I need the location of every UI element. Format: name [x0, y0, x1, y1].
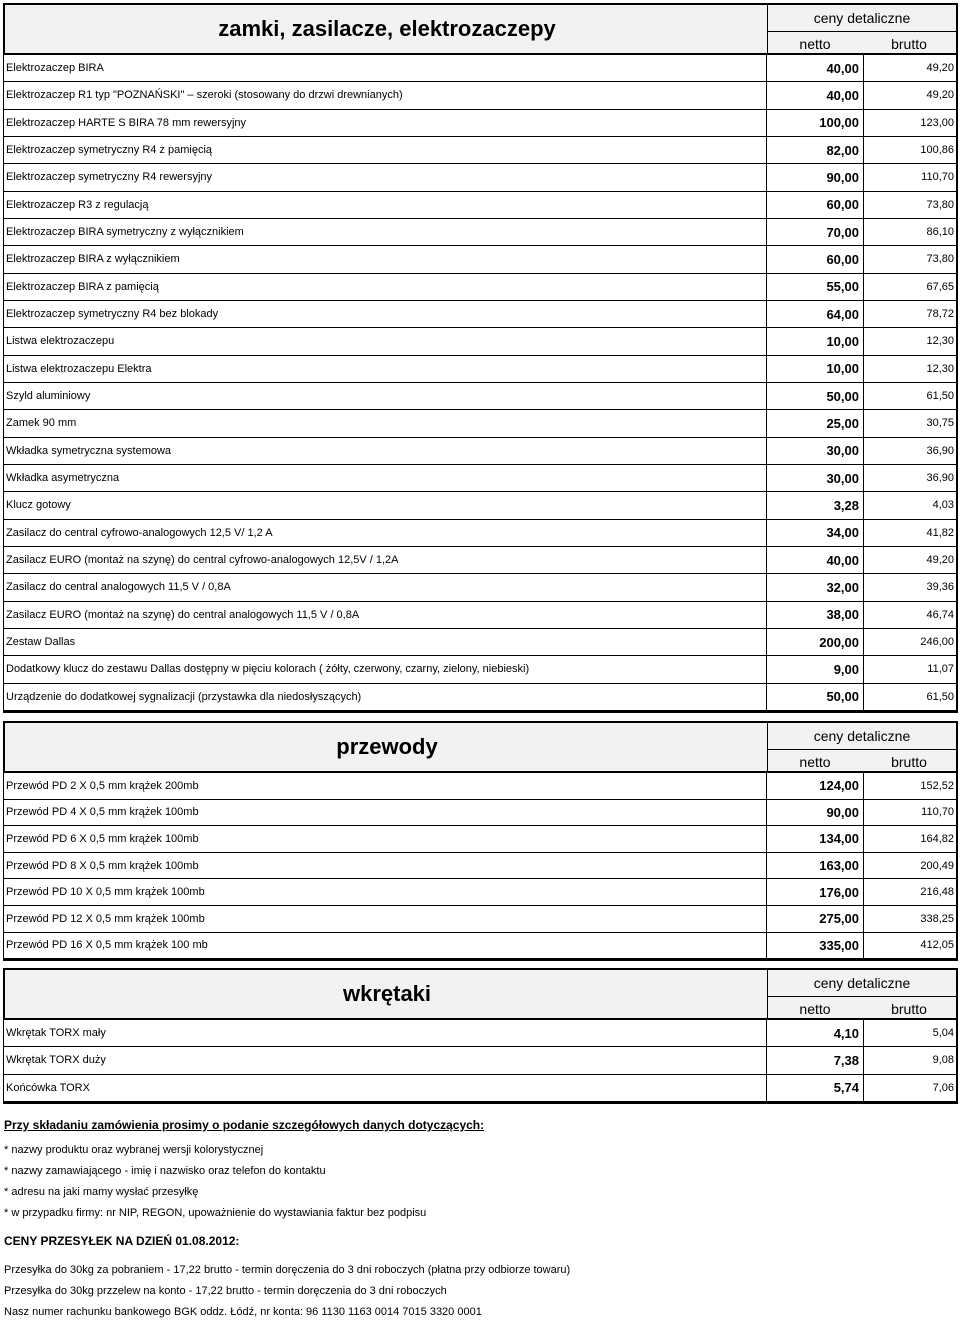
section-header [3, 721, 958, 773]
product-name: Wkrętak TORX duży [6, 1054, 106, 1067]
product-name: Przewód PD 10 X 0,5 mm krążek 100mb [6, 886, 205, 899]
brutto-price: 12,30 [926, 335, 954, 348]
netto-price: 7,38 [766, 1047, 864, 1073]
section-title: zamki, zasilacze, elektrozaczepy [218, 16, 556, 41]
section-header [3, 3, 958, 55]
netto-price: 30,00 [766, 438, 864, 464]
section-wkretaki [3, 968, 958, 1104]
product-name: Zestaw Dallas [6, 636, 76, 649]
brutto-price: 246,00 [920, 636, 954, 649]
table-row [4, 933, 956, 960]
notes-heading: Przy składaniu zamówienia prosimy o podanie szczegółowych danych dotyczących: [4, 1118, 485, 1132]
price-table [3, 55, 958, 713]
product-name: Wkładka asymetryczna [6, 472, 120, 485]
product-name: Elektrozaczep BIRA z pamięcią [6, 280, 159, 293]
product-name: Zamek 90 mm [6, 417, 77, 430]
product-name: Przewód PD 16 X 0,5 mm krążek 100 mb [6, 939, 208, 952]
brutto-price: 61,50 [926, 690, 954, 703]
netto-price: 10,00 [766, 328, 864, 354]
product-name: Szyld aluminiowy [6, 390, 91, 403]
product-name: Wkładka symetryczna systemowa [6, 444, 172, 457]
notes-item: * w przypadku firmy: nr NIP, REGON, upoważnienie do wystawiania faktur bez podpisu [4, 1207, 427, 1219]
netto-header: netto [799, 754, 831, 770]
brutto-price: 164,82 [920, 832, 954, 845]
netto-price: 3,28 [766, 492, 864, 518]
netto-price: 64,00 [766, 301, 864, 327]
brutto-price: 4,03 [932, 499, 954, 512]
product-name: Elektrozaczep R1 typ "POZNAŃSKI" – szeroki (stosowany do drzwi drewnianych) [6, 89, 403, 102]
price-header [767, 970, 956, 1018]
brutto-price: 73,80 [926, 198, 954, 211]
table-row [4, 1047, 956, 1074]
product-name: Urządzenie do dodatkowej sygnalizacji (przystawka dla niedosłyszących) [6, 690, 362, 703]
shipping-line: Przesyłka do 30kg za pobraniem - 17,22 brutto - termin doręczenia do 3 dni roboczych (płatna przy odbiorze towaru) [4, 1264, 571, 1276]
table-row [4, 1075, 956, 1102]
brutto-price: 338,25 [920, 912, 954, 925]
table-row [4, 55, 956, 82]
netto-price: 82,00 [766, 137, 864, 163]
table-row [4, 826, 956, 853]
netto-header: netto [799, 36, 831, 52]
brutto-price: 216,48 [920, 886, 954, 899]
table-row [4, 192, 956, 219]
table-row [4, 164, 956, 191]
brutto-price: 36,90 [926, 444, 954, 457]
product-name: Przewód PD 4 X 0,5 mm krążek 100mb [6, 806, 199, 819]
netto-price: 275,00 [766, 906, 864, 932]
table-row [4, 383, 956, 410]
netto-price: 50,00 [766, 684, 864, 710]
price-header [767, 723, 956, 771]
product-name: Elektrozaczep R3 z regulacją [6, 198, 149, 211]
table-row [4, 629, 956, 656]
netto-price: 4,10 [766, 1020, 864, 1046]
table-row [4, 328, 956, 355]
brutto-price: 30,75 [926, 417, 954, 430]
netto-price: 200,00 [766, 629, 864, 655]
product-name: Przewód PD 6 X 0,5 mm krążek 100mb [6, 832, 199, 845]
product-name: Końcówka TORX [6, 1081, 90, 1094]
table-row [4, 246, 956, 273]
table-row [4, 137, 956, 164]
table-row [4, 110, 956, 137]
section-title: przewody [336, 734, 438, 759]
product-name: Elektrozaczep symetryczny R4 z pamięcią [6, 144, 213, 157]
table-row [4, 1020, 956, 1047]
table-row [4, 853, 956, 880]
netto-price: 55,00 [766, 274, 864, 300]
netto-price: 124,00 [766, 773, 864, 799]
netto-price: 5,74 [766, 1075, 864, 1101]
table-row [4, 301, 956, 328]
section-header [3, 968, 958, 1020]
netto-price: 40,00 [766, 547, 864, 573]
brutto-price: 5,04 [932, 1027, 954, 1040]
netto-price: 134,00 [766, 826, 864, 852]
brutto-price: 152,52 [920, 779, 954, 792]
shipping-line: Nasz numer rachunku bankowego BGK oddz. Łódź, nr konta: 96 1130 1163 0014 7015 3320 0001 [4, 1306, 482, 1318]
table-row [4, 879, 956, 906]
order-notes [4, 1118, 954, 1323]
product-name: Przewód PD 12 X 0,5 mm krążek 100mb [6, 912, 205, 925]
ceny-label: ceny detaliczne [768, 723, 956, 750]
product-name: Elektrozaczep BIRA z wyłącznikiem [6, 253, 180, 266]
product-name: Wkrętak TORX mały [6, 1027, 106, 1040]
brutto-price: 49,20 [926, 89, 954, 102]
price-table [3, 773, 958, 961]
product-name: Przewód PD 2 X 0,5 mm krążek 200mb [6, 779, 199, 792]
brutto-price: 49,20 [926, 62, 954, 75]
product-name: Listwa elektrozaczepu Elektra [6, 362, 152, 375]
table-row [4, 547, 956, 574]
brutto-price: 412,05 [920, 939, 954, 952]
netto-price: 176,00 [766, 879, 864, 905]
netto-price: 38,00 [766, 602, 864, 628]
product-name: Zasilacz EURO (montaż na szynę) do central analogowych 11,5 V / 0,8A [6, 608, 360, 621]
notes-item: * nazwy produktu oraz wybranej wersji kolorystycznej [4, 1144, 264, 1156]
product-name: Elektrozaczep symetryczny R4 rewersyjny [6, 171, 213, 184]
brutto-price: 12,30 [926, 362, 954, 375]
table-row [4, 656, 956, 683]
netto-price: 163,00 [766, 853, 864, 879]
netto-price: 70,00 [766, 219, 864, 245]
table-row [4, 492, 956, 519]
product-name: Elektrozaczep HARTE S BIRA 78 mm rewersyjny [6, 116, 247, 129]
netto-price: 100,00 [766, 110, 864, 136]
brutto-price: 49,20 [926, 554, 954, 567]
product-name: Zasilacz EURO (montaż na szynę) do central cyfrowo-analogowych 12,5V / 1,2A [6, 554, 399, 567]
product-name: Klucz gotowy [6, 499, 71, 512]
netto-price: 32,00 [766, 574, 864, 600]
table-row [4, 574, 956, 601]
netto-price: 50,00 [766, 383, 864, 409]
product-name: Elektrozaczep BIRA symetryczny z wyłącznikiem [6, 226, 244, 239]
table-row [4, 800, 956, 827]
price-table [3, 1020, 958, 1104]
table-row [4, 684, 956, 711]
product-name: Dodatkowy klucz do zestawu Dallas dostępny w pięciu kolorach ( żółty, czerwony, czarny, zielony, niebieski) [6, 663, 530, 676]
product-name: Zasilacz do central analogowych 11,5 V / 0,8A [6, 581, 231, 594]
brutto-price: 78,72 [926, 308, 954, 321]
brutto-header: brutto [891, 1001, 927, 1017]
ceny-label: ceny detaliczne [768, 970, 956, 997]
section-przewody [3, 721, 958, 961]
table-row [4, 773, 956, 800]
brutto-price: 200,49 [920, 859, 954, 872]
notes-item: * nazwy zamawiającego - imię i nazwisko oraz telefon do kontaktu [4, 1165, 326, 1177]
brutto-header: brutto [891, 36, 927, 52]
product-name: Elektrozaczep BIRA [6, 62, 104, 75]
netto-price: 25,00 [766, 410, 864, 436]
table-row [4, 438, 956, 465]
netto-price: 30,00 [766, 465, 864, 491]
product-name: Przewód PD 8 X 0,5 mm krążek 100mb [6, 859, 199, 872]
price-header [767, 5, 956, 53]
product-name: Listwa elektrozaczepu [6, 335, 115, 348]
brutto-price: 9,08 [932, 1054, 954, 1067]
brutto-price: 41,82 [926, 526, 954, 539]
brutto-price: 110,70 [921, 171, 954, 184]
netto-price: 60,00 [766, 192, 864, 218]
brutto-price: 100,86 [920, 144, 954, 157]
brutto-price: 110,70 [921, 806, 954, 819]
netto-price: 40,00 [766, 82, 864, 108]
shipping-heading: CENY PRZESYŁEK NA DZIEŃ 01.08.2012: [4, 1234, 240, 1248]
brutto-price: 7,06 [932, 1081, 954, 1094]
brutto-header: brutto [891, 754, 927, 770]
netto-price: 90,00 [766, 800, 864, 826]
section-title: wkrętaki [342, 981, 432, 1006]
table-row [4, 82, 956, 109]
brutto-price: 67,65 [926, 280, 954, 293]
table-row [4, 219, 956, 246]
brutto-price: 123,00 [920, 116, 954, 129]
brutto-price: 11,07 [927, 663, 954, 676]
table-row [4, 410, 956, 437]
netto-price: 335,00 [766, 933, 864, 959]
product-name: Elektrozaczep symetryczny R4 bez blokady [6, 308, 219, 321]
table-row [4, 274, 956, 301]
netto-price: 60,00 [766, 246, 864, 272]
table-row [4, 906, 956, 933]
brutto-price: 73,80 [926, 253, 954, 266]
product-name: Zasilacz do central cyfrowo-analogowych 12,5 V/ 1,2 A [6, 526, 273, 539]
ceny-label: ceny detaliczne [768, 5, 956, 32]
netto-price: 10,00 [766, 356, 864, 382]
table-row [4, 520, 956, 547]
section-zamki [3, 3, 958, 713]
netto-price: 90,00 [766, 164, 864, 190]
table-row [4, 602, 956, 629]
table-row [4, 465, 956, 492]
notes-item: * adresu na jaki mamy wysłać przesyłkę [4, 1186, 199, 1198]
brutto-price: 39,36 [926, 581, 954, 594]
netto-header: netto [799, 1001, 831, 1017]
brutto-price: 46,74 [926, 608, 954, 621]
netto-price: 34,00 [766, 520, 864, 546]
table-row [4, 356, 956, 383]
netto-price: 40,00 [766, 55, 864, 81]
brutto-price: 61,50 [926, 390, 954, 403]
shipping-line: Przesyłka do 30kg przzelew na konto - 17,22 brutto - termin doręczenia do 3 dni roboczych [4, 1285, 447, 1297]
brutto-price: 36,90 [926, 472, 954, 485]
brutto-price: 86,10 [926, 226, 954, 239]
netto-price: 9,00 [766, 656, 864, 682]
